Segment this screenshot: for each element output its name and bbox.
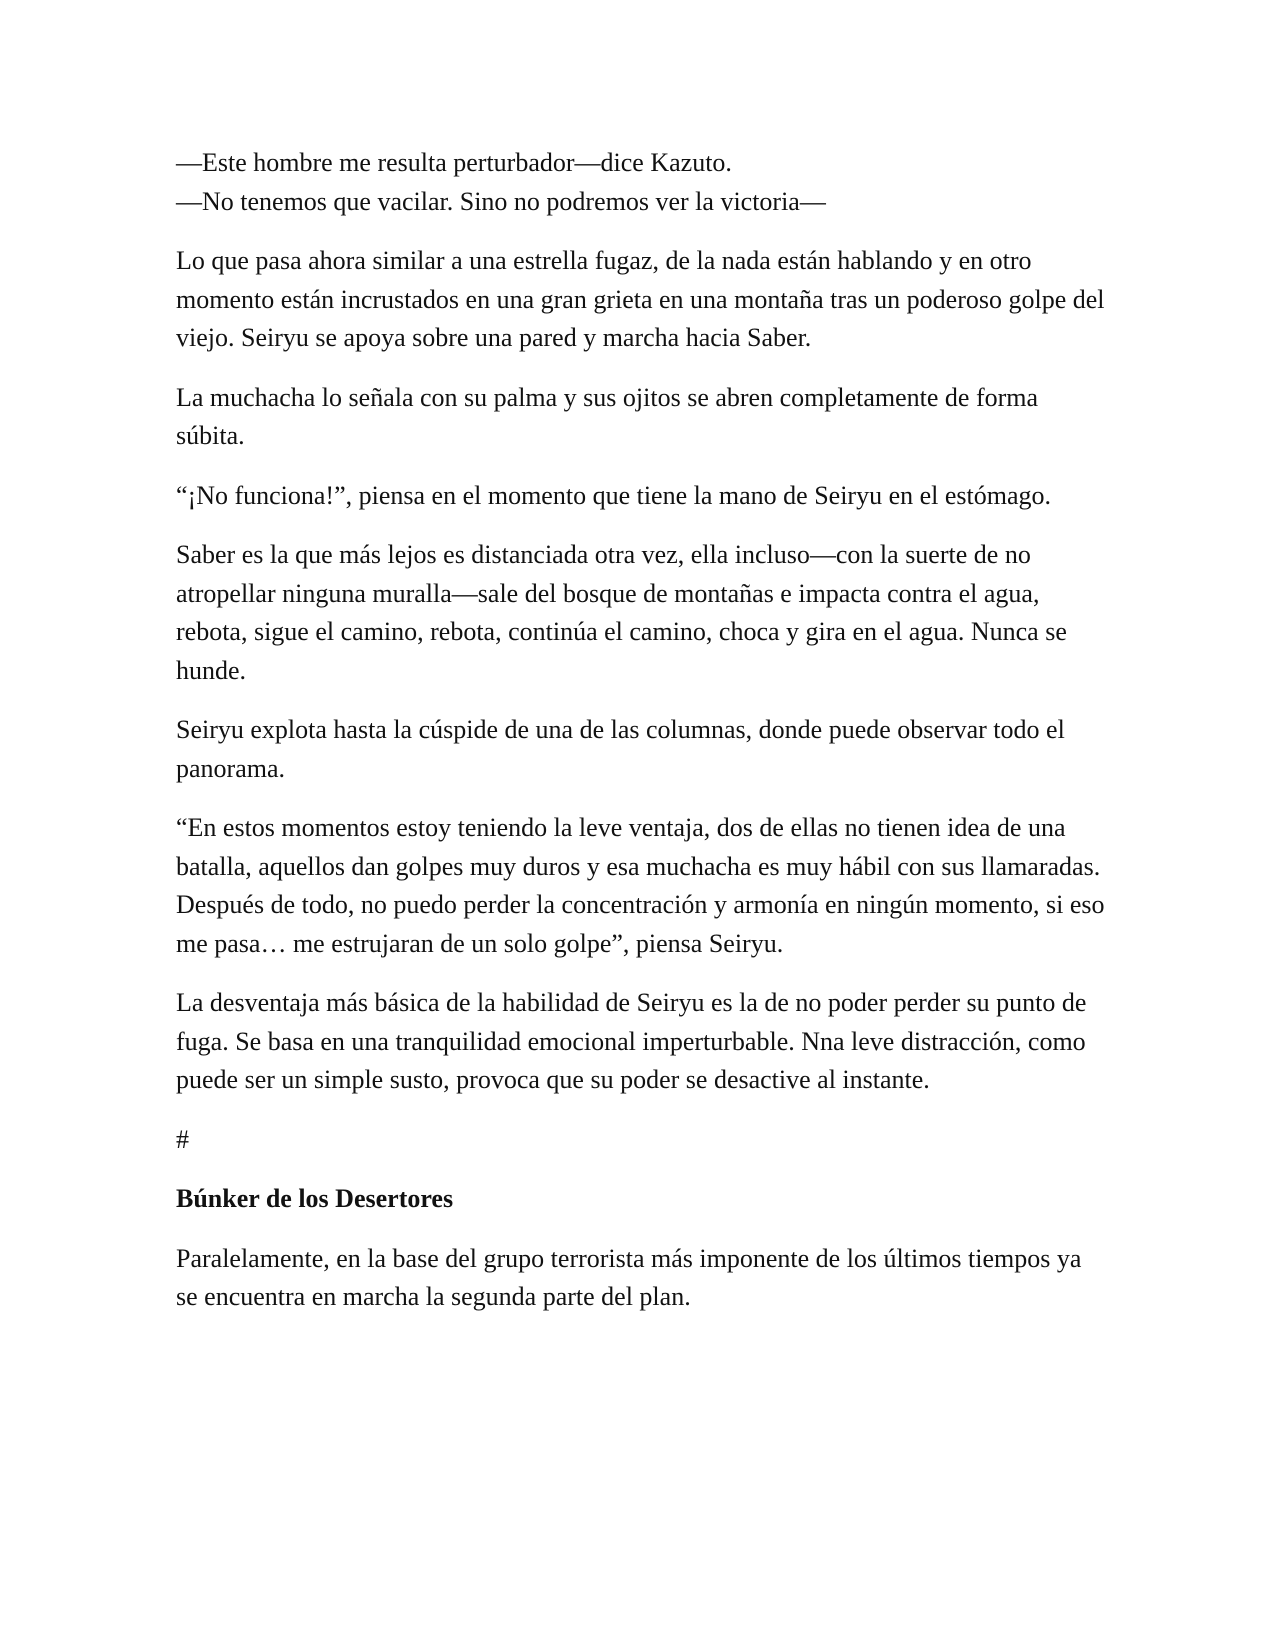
paragraph-2: La muchacha lo señala con su palma y sus ojitos se abren completamente de forma súbita. [176,382,1039,450]
paragraph-7: La desventaja más básica de la habilidad de Seiryu es la de no poder perder su punto de fuga. Se basa en una tranquilidad emocional imperturbable. Nna leve distracción, como puede ser un simple susto, provoca que su poder se desactive al instante. [176,988,1087,1094]
paragraph-3: “¡No funciona!”, piensa en el momento que tiene la mano de Seiryu en el estómago. [176,480,1052,510]
dialog-line-2: —No tenemos que vacilar. Sino no podremos ver la victoria— [176,186,826,216]
section-heading: Búnker de los Desertores [176,1184,454,1213]
closing-paragraph: Paralelamente, en la base del grupo terrorista más imponente de los últimos tiempos ya se encuentra en marcha la segunda parte del plan. [176,1243,1082,1311]
paragraph-4: Saber es la que más lejos es distanciada otra vez, ella incluso—con la suerte de no atropellar ninguna muralla—sale del bosque de montañas e impacta contra el agua, rebota, sigue el camino, rebota, continúa el camino, choca y gira en el agua. Nunca se hunde. [176,540,1067,685]
paragraph-5: Seiryu explota hasta la cúspide de una de las columnas, donde puede observar todo el panorama. [176,715,1065,783]
paragraph-1: Lo que pasa ahora similar a una estrella fugaz, de la nada están hablando y en otro momento están incrustados en una gran grieta en una montaña tras un poderoso golpe del viejo. Seiryu se apoya sobre una pared y marcha hacia Saber. [176,246,1105,352]
page-body [176,144,1106,1338]
dialog-line-1: —Este hombre me resulta perturbador—dice Kazuto. [176,148,732,177]
scene-break: # [176,1124,189,1154]
paragraph-6: “En estos momentos estoy teniendo la leve ventaja, dos de ellas no tienen idea de una batalla, aquellos dan golpes muy duros y esa muchacha es muy hábil con sus llamaradas. Después de todo, no puedo perder la concentración y armonía en ningún momento, si eso me pasa… me estrujaran de un solo golpe”, piensa Seiryu. [176,813,1105,958]
